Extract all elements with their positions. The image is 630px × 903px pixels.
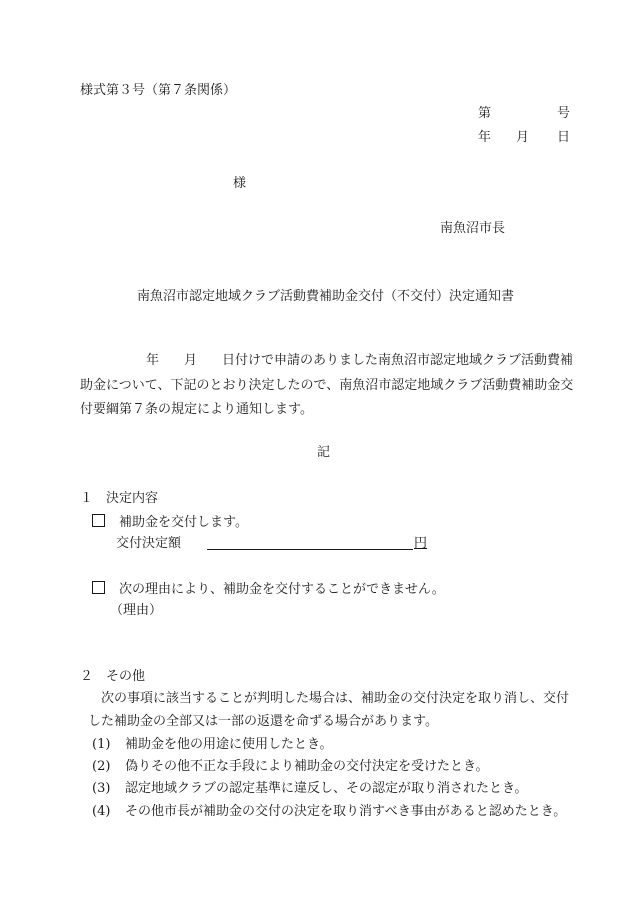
- item-number: (3): [92, 781, 111, 796]
- deny-checkbox: [92, 581, 105, 594]
- item-number: (2): [92, 759, 111, 774]
- option-deny: [92, 581, 445, 596]
- option-deny-label: 次の理由により、補助金を交付することができません。: [119, 582, 445, 597]
- section-1-heading: １ 決定内容: [80, 491, 159, 506]
- amount-label: 交付決定額: [116, 536, 182, 551]
- item-number: (4): [92, 804, 111, 819]
- date-month-label: 月: [516, 130, 530, 145]
- section-2-heading: ２ その他: [80, 669, 146, 684]
- reason-label: （理由）: [110, 603, 163, 618]
- item-text: 偽りその他不正な手段により補助金の交付決定を受けたとき。: [125, 759, 489, 774]
- document-title: 南魚沼市認定地域クラブ活動費補助金交付（不交付）決定通知書: [137, 289, 515, 304]
- section-2-intro-2: した補助金の全部又は一部の返還を命ずる場合があります。: [88, 714, 438, 729]
- form-number: 様式第３号（第７条関係）: [80, 83, 237, 98]
- date-year-label: 年: [478, 130, 492, 145]
- item-number: (1): [92, 737, 111, 752]
- issuer-name: 南魚沼市長: [440, 221, 506, 236]
- body-line-1: 日付けで申請のありました南魚沼市認定地域クラブ活動費補: [222, 353, 574, 368]
- item-text: 認定地域クラブの認定基準に違反し、その認定が取り消されたとき。: [125, 781, 528, 796]
- document-number-suffix: 号: [557, 106, 571, 121]
- date-day-label: 日: [557, 130, 571, 145]
- addressee-honorific: 様: [233, 176, 247, 191]
- section-2-intro-1: 次の事項に該当することが判明した場合は、補助金の交付決定を取り消し、交付: [101, 691, 570, 706]
- amount-unit: 円: [414, 536, 428, 551]
- option-grant-label: 補助金を交付します。: [119, 515, 248, 530]
- amount-line: [207, 549, 413, 550]
- option-grant: [92, 514, 248, 529]
- body-line-2: 助金について、下記のとおり決定したので、南魚沼市認定地域クラブ活動費補助金交: [80, 378, 574, 393]
- body-month-label: 月: [184, 353, 198, 368]
- body-line-3: 付要綱第７条の規定により通知します。: [80, 402, 313, 417]
- item-text: その他市長が補助金の交付の決定を取り消すべき事由があると認めたとき。: [125, 804, 567, 819]
- body-year-label: 年: [146, 353, 160, 368]
- ki-marker: 記: [317, 445, 331, 460]
- document-number-label: 第: [478, 106, 492, 121]
- grant-checkbox: [92, 514, 105, 527]
- item-text: 補助金を他の用途に使用したとき。: [125, 737, 333, 752]
